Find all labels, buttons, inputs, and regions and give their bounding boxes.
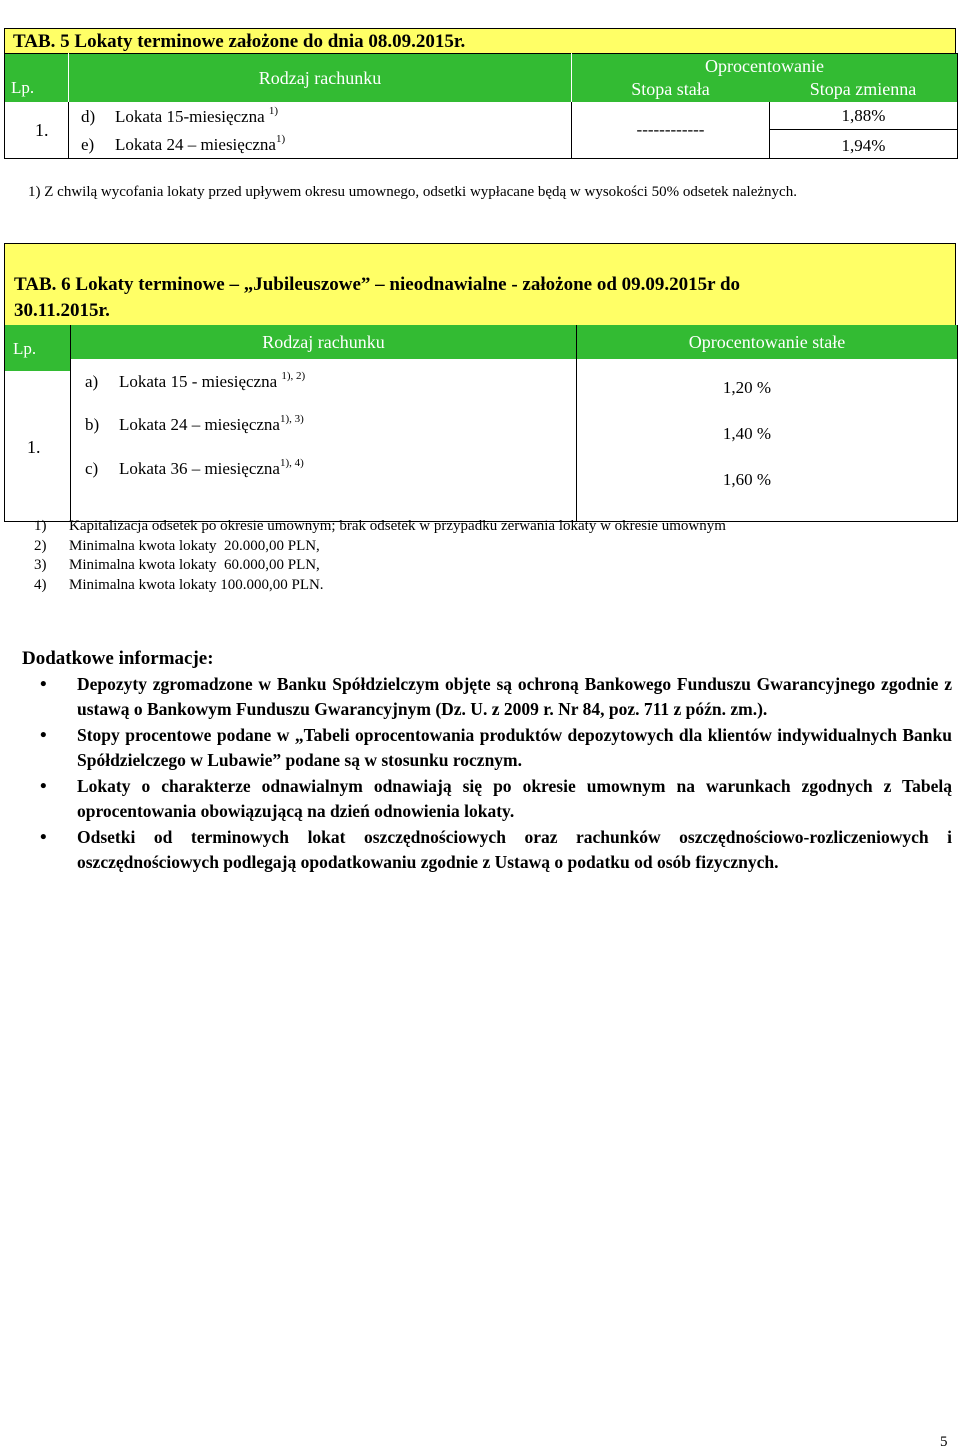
- tab5-stopa-stala-value: ------------: [572, 102, 770, 159]
- tab6-rate-b: 1,40 %: [722, 424, 772, 443]
- tab5-title: TAB. 5 Lokaty terminowe założone do dnia 08.09.2015r.: [4, 28, 956, 53]
- tab6-footnotes: [34, 517, 934, 595]
- tab5-row-number: 1.: [5, 102, 69, 159]
- tab5-table: [4, 53, 958, 159]
- tab6-row-c: c) Lokata 36 – miesięczna$^{1), 4)}$: [85, 457, 304, 478]
- info-item: • Stopy procentowe podane w „Tabeli oprocentowania produktów depozytowych dla klientów indywidualnych Banku Spółdzielczego w Lubawie” podane są w stosunku rocznym.: [22, 723, 952, 773]
- tab5-row-d: d) Lokata 15-miesięczna $^{1)}$: [81, 105, 279, 126]
- tab5-footnote: 1) Z chwilą wycofania lokaty przed upływem okresu umownego, odsetki wypłacane będą w wysokości 50% odsetek należnych.: [28, 184, 797, 200]
- tab6-footnote-1: 1) Kapitalizacja odsetek po okresie umownym; brak odsetek w przypadku zerwania lokaty w okresie umownym: [34, 518, 726, 534]
- info-item: • Depozyty zgromadzone w Banku Spółdzielczym objęte są ochroną Bankowego Funduszu Gwarancyjnego zgodnie z ustawą o Bankowym Funduszu Gwarancyjnym (Dz. U. z 2009 r. Nr 84, poz. 711 z późn. zm.).: [22, 672, 952, 722]
- tab5-zmienna-d: 1,88%: [770, 102, 957, 130]
- tab5-lp-header: Lp.: [5, 54, 69, 103]
- tab6-row-number: 1.: [5, 359, 71, 521]
- tab6-lp-header: Lp.: [5, 325, 71, 359]
- page-number: 5: [940, 1434, 948, 1450]
- tab5-stopa-stala-header: Stopa stała: [631, 79, 710, 99]
- tab6-footnote-4: 4) Minimalna kwota lokaty 100.000,00 PLN.: [34, 576, 324, 593]
- info-list: [22, 672, 952, 876]
- tab5-oprocentowanie-header: Oprocentowanie: [705, 56, 824, 76]
- tab6-rate-a: 1,20 %: [722, 378, 772, 397]
- info-item: • Lokaty o charakterze odnawialnym odnawiają się po okresie umownym na warunkach zgodnych z Tabelą oprocentowania obowiązującą na dzień odnowienia lokaty.: [22, 774, 952, 824]
- tab6-oprocentowanie-header: Oprocentowanie stałe: [577, 325, 958, 359]
- tab6-table: [4, 325, 958, 522]
- tab5-zmienna-e: 1,94%: [841, 136, 886, 155]
- tab6-rodzaj-header: Rodzaj rachunku: [71, 325, 577, 359]
- tab6-title: TAB. 6 Lokaty terminowe – „Jubileuszowe” – nieodnawialne - założone od 09.09.2015r do 30.11.2015r.: [4, 243, 956, 325]
- tab5-rodzaj-header: Rodzaj rachunku: [69, 54, 572, 103]
- tab6-rate-c: 1,60 %: [722, 470, 772, 489]
- tab5-row-e: e) Lokata 24 – miesięczna$^{1)}$: [81, 133, 286, 154]
- tab5-stopa-zmienna-header: Stopa zmienna: [809, 79, 917, 99]
- info-heading: Dodatkowe informacje:: [22, 648, 214, 669]
- tab6-row-a: a) Lokata 15 - miesięczna $^{1), 2)}$: [85, 370, 306, 391]
- tab6-footnote-2: 2) Minimalna kwota lokaty 20.000,00 PLN,: [34, 537, 320, 554]
- tab6-row-b: b) Lokata 24 – miesięczna$^{1), 3)}$: [85, 413, 304, 434]
- info-item: • Odsetki od terminowych lokat oszczędnościowych oraz rachunków oszczędnościowo-rozliczeniowych i oszczędnościowych podlegają opodatkowaniu zgodnie z Ustawą o podatku od osób fizycznych.: [22, 825, 952, 875]
- tab6-footnote-3: 3) Minimalna kwota lokaty 60.000,00 PLN,: [34, 557, 320, 573]
